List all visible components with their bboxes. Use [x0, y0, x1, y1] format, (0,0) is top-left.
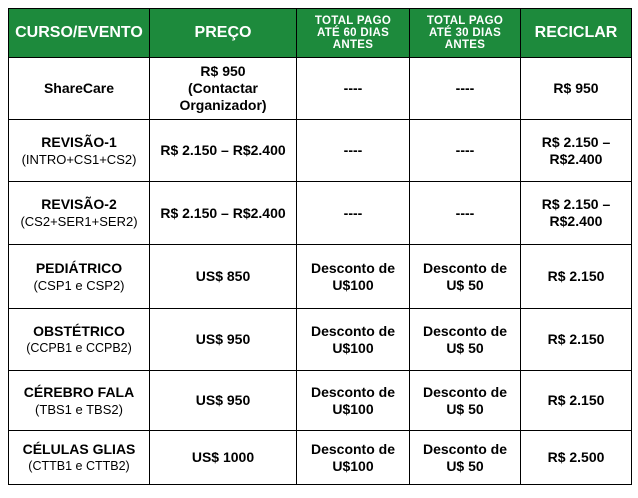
total-30-line: ---- — [455, 80, 475, 96]
total-30-cell — [410, 371, 521, 431]
total-60-line: ---- — [343, 80, 363, 96]
course-cell — [9, 245, 150, 309]
price-cell — [150, 58, 297, 120]
course-cell — [9, 371, 150, 431]
table-row — [9, 371, 632, 431]
reciclar-line: R$ 950 — [553, 80, 599, 96]
reciclar-line: R$ 2.500 — [547, 449, 605, 465]
course-subtitle: (TBS1 e TBS2) — [35, 401, 123, 417]
total-30-line: U$ 50 — [446, 339, 484, 356]
price-cell — [150, 245, 297, 309]
course-subtitle: (CTTB1 e CTTB2) — [28, 458, 130, 473]
course-subtitle: (INTRO+CS1+CS2) — [21, 151, 137, 167]
price-line: R$ 2.150 – R$2.400 — [160, 204, 286, 221]
header-total-60-line: ATÉ 60 DIAS — [316, 27, 390, 39]
price-cell — [150, 182, 297, 245]
table-row — [9, 245, 632, 309]
price-line: R$ 2.150 – R$2.400 — [160, 142, 286, 158]
total-60-line: Desconto de — [310, 259, 395, 276]
total-60-cell — [297, 309, 410, 371]
course-subtitle: (CSP1 e CSP2) — [33, 277, 125, 293]
course-cell — [9, 58, 150, 120]
total-30-cell — [410, 431, 521, 485]
reciclar-cell — [521, 371, 632, 431]
total-30-line: ---- — [455, 204, 475, 221]
reciclar-line: R$2.400 — [549, 150, 603, 167]
total-60-line: U$100 — [332, 276, 374, 293]
total-30-cell — [410, 120, 521, 182]
course-name: CÉLULAS GLIAS — [22, 440, 136, 457]
reciclar-line: R$ 2.150 — [547, 268, 605, 284]
total-30-line: U$ 50 — [446, 400, 484, 417]
course-name: REVISÃO-1 — [41, 133, 117, 150]
price-line: R$ 950 — [200, 63, 246, 79]
total-30-line: Desconto de — [422, 259, 507, 276]
course-name: CÉREBRO FALA — [23, 383, 135, 400]
course-cell — [9, 120, 150, 182]
course-name: REVISÃO-2 — [41, 196, 117, 212]
price-table — [8, 8, 632, 485]
header-reciclar: RECICLAR — [521, 9, 632, 58]
total-60-cell — [297, 182, 410, 245]
total-30-cell — [410, 245, 521, 309]
reciclar-cell — [521, 309, 632, 371]
reciclar-line: R$ 2.150 – — [541, 133, 611, 150]
price-line: US$ 950 — [195, 392, 251, 408]
header-total-30-line: ANTES — [444, 39, 486, 51]
reciclar-line: R$ 2.150 — [547, 331, 605, 347]
table-row — [9, 182, 632, 245]
reciclar-cell — [521, 120, 632, 182]
reciclar-cell — [521, 182, 632, 245]
header-total-60-line: ANTES — [332, 39, 374, 51]
total-30-line: U$ 50 — [446, 457, 484, 474]
price-cell — [150, 120, 297, 182]
total-60-line: U$100 — [332, 400, 374, 417]
total-60-cell — [297, 245, 410, 309]
course-name: OBSTÉTRICO — [33, 322, 125, 339]
header-row — [9, 9, 632, 58]
header-preco: PREÇO — [150, 9, 297, 58]
header-total-60-line: TOTAL PAGO — [314, 15, 392, 27]
price-cell — [150, 309, 297, 371]
course-name: ShareCare — [43, 80, 115, 96]
table-row — [9, 120, 632, 182]
total-60-cell — [297, 120, 410, 182]
reciclar-line: R$2.400 — [549, 213, 603, 229]
course-name: PEDIÁTRICO — [35, 259, 123, 276]
course-cell — [9, 182, 150, 245]
total-30-cell — [410, 182, 521, 245]
total-60-cell — [297, 431, 410, 485]
price-cell — [150, 371, 297, 431]
total-60-line: U$100 — [332, 339, 374, 356]
course-cell — [9, 309, 150, 371]
total-30-line: Desconto de — [422, 322, 507, 339]
total-30-line: U$ 50 — [446, 276, 484, 293]
total-30-line: Desconto de — [422, 440, 507, 457]
price-line: US$ 850 — [195, 268, 251, 284]
price-line: Organizador) — [179, 97, 267, 113]
price-line: US$ 950 — [195, 331, 251, 347]
total-30-cell — [410, 58, 521, 120]
total-30-line: ---- — [455, 142, 475, 158]
reciclar-cell — [521, 58, 632, 120]
table-row — [9, 431, 632, 485]
course-subtitle: (CS2+SER1+SER2) — [20, 214, 138, 229]
header-total-60 — [297, 9, 410, 58]
header-curso: CURSO/EVENTO — [9, 9, 150, 58]
price-cell — [150, 431, 297, 485]
total-60-line: ---- — [343, 142, 363, 158]
table-row — [9, 58, 632, 120]
total-60-line: Desconto de — [310, 440, 395, 457]
total-60-line: U$100 — [332, 457, 374, 474]
table-row — [9, 309, 632, 371]
reciclar-cell — [521, 431, 632, 485]
total-60-cell — [297, 371, 410, 431]
header-total-30-line: TOTAL PAGO — [426, 15, 504, 27]
course-cell — [9, 431, 150, 485]
price-line: (Contactar — [187, 80, 258, 96]
course-subtitle: (CCPB1 e CCPB2) — [26, 340, 132, 355]
header-total-30-line: ATÉ 30 DIAS — [428, 27, 502, 39]
reciclar-line: R$ 2.150 – — [541, 196, 611, 212]
total-60-line: Desconto de — [310, 383, 395, 400]
header-total-30 — [410, 9, 521, 58]
reciclar-cell — [521, 245, 632, 309]
total-30-line: Desconto de — [422, 383, 507, 400]
price-line: US$ 1000 — [191, 449, 255, 465]
total-60-cell — [297, 58, 410, 120]
total-30-cell — [410, 309, 521, 371]
total-60-line: Desconto de — [310, 322, 395, 339]
total-60-line: ---- — [343, 204, 363, 221]
reciclar-line: R$ 2.150 — [547, 392, 605, 408]
